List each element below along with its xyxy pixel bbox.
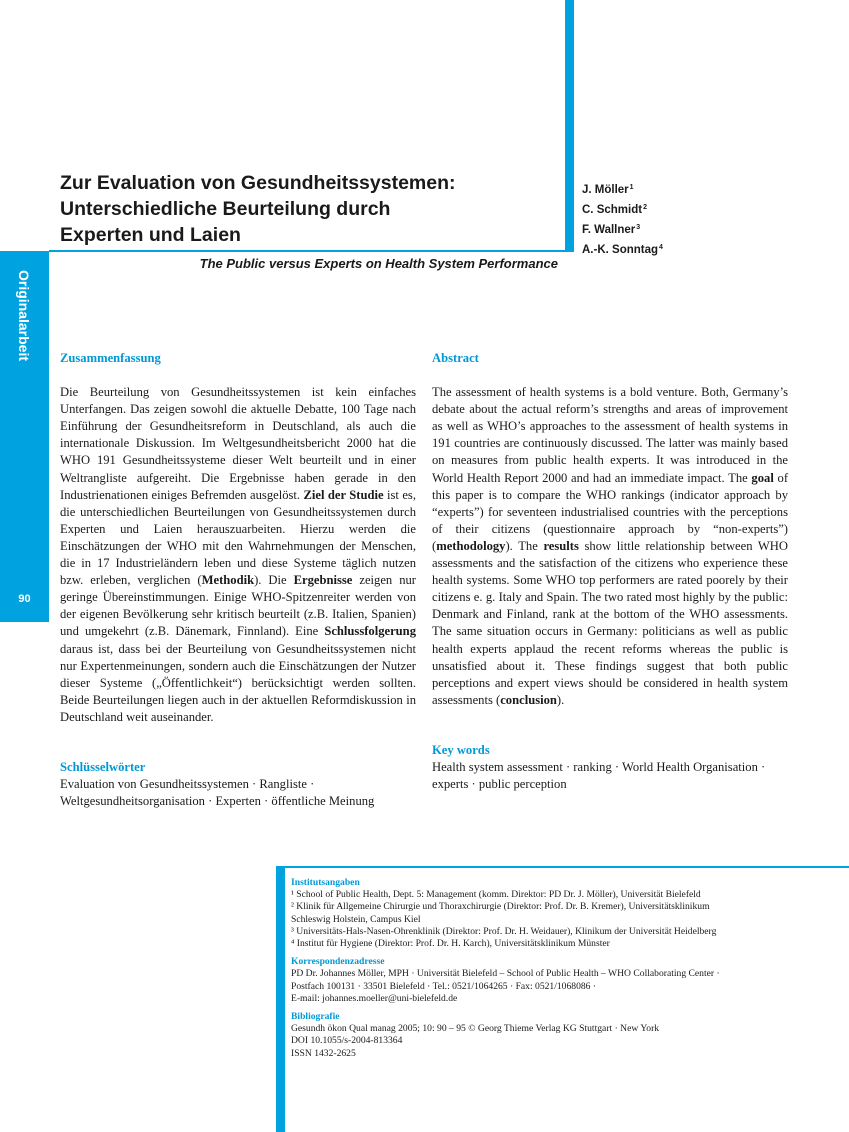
summary-text-run: zeigen nur geringe Übereinstimmungen. Einige WHO-Spitzenreiter werden von der eigenen Bevölkerung sehr kritisch beurteilt (z.B. Italien, Spanien) und umgekehrt (z.B. Dänemark, Finnland). Eine: [60, 573, 416, 639]
author-name: A.-K. Sonntag: [582, 244, 659, 256]
header-accent-bar: [565, 0, 574, 251]
english-subtitle: The Public versus Experts on Health System Performance: [199, 256, 558, 271]
author: [582, 179, 842, 199]
author: [582, 219, 842, 239]
title-line: Zur Evaluation von Gesundheitssystemen:: [60, 172, 456, 194]
author-affiliation-mark: 2: [643, 204, 647, 211]
abstract-keyterm: conclusion: [500, 692, 557, 707]
author-list: [582, 179, 842, 259]
page-number: 90: [18, 593, 31, 605]
summary-text-run: ist es, die unterschiedlichen Beurteilungen von Gesundheitssystemen durch Experten und Laien herauszuarbeiten. Hierzu werden die Einschätzungen der WHO mit den Wahrnehmungen der Menschen, die in 17 Industrieländern leben und diese Systeme täglich nutzen bzw. erleben, verglichen (: [60, 487, 416, 588]
doi-line: DOI 10.1055/s-2004-813364: [291, 1035, 403, 1047]
keywords-heading: Key words: [432, 743, 490, 757]
issn-line: ISSN 1432-2625: [291, 1047, 356, 1059]
bibliography-block: [291, 1011, 841, 1060]
summary-text-run: daraus ist, dass bei der Beurteilung von Gesundheitssystemen nicht nur Expertenmeinungen, sondern auch die Einschätzungen der Nutzer dieser Systeme („Öffentlichkeit“) berücksichtigt werden sollten. Beide Beurteilungen liegen auch in der aktuellen Reformdiskussion in Deutschland weit auseinander.: [60, 641, 416, 724]
summary-text: [60, 384, 416, 726]
institution-line: ¹ School of Public Health, Dept. 5: Management (komm. Direktor: PD Dr. J. Möller), Universität Bielefeld: [291, 889, 701, 901]
summary-keyterm: Ziel der Studie: [303, 487, 384, 502]
author-name: F. Wallner: [582, 224, 636, 236]
title-line: Experten und Laien: [60, 224, 241, 246]
keywords-text: Health system assessment · ranking · World Health Organisation · experts · public perception: [432, 760, 766, 792]
english-abstract-column: [432, 350, 788, 709]
info-box-accent-bar: [276, 868, 285, 1132]
summary-text-run: ). Die: [254, 573, 294, 588]
german-summary-column: [60, 350, 416, 726]
english-keywords: [432, 742, 788, 793]
author-name: C. Schmidt: [582, 204, 643, 216]
info-box-content: [291, 877, 841, 1066]
summary-heading: Zusammenfassung: [60, 351, 161, 365]
abstract-text-run: The assessment of health systems is a bold venture. Both, Germany’s debate about the actual reform’s strengths and areas of improvement as well as WHO’s approaches to the assessment of health systems in 191 countries are continuously discussed. The latter was mainly based on measures from public health experts. It was introduced in the World Health Report 2000 and had an immediate impact. The: [432, 385, 788, 485]
article-title: [60, 170, 550, 248]
institution-line: Schleswig Holstein, Campus Kiel: [291, 913, 421, 925]
abstract-text-run: show little relationship between WHO assessments and the satisfaction of the citizens who experience these health systems. Some WHO top performers are rated poorely by their citizens e. g. Italy and Spain. The two rated most highly by the public: Denmark and Finland, rank at the bottom of the WHO assessments. The same situation occurs in Germany: politicians as well as public health experts applaud the recent reforms whereas the public is unsatisfied about it. These findings suggest that both public perceptions and expert views should be considered in health system assessments (: [432, 538, 788, 707]
bibliography-heading: Bibliografie: [291, 1011, 340, 1023]
author-affiliation-mark: 3: [636, 224, 641, 231]
institution-line: ⁴ Institut für Hygiene (Direktor: Prof. Dr. H. Karch), Universitätsklinikum Münster: [291, 938, 610, 950]
bibliography-line: Gesundh ökon Qual manag 2005; 10: 90 – 95 © Georg Thieme Verlag KG Stuttgart · New York: [291, 1023, 660, 1035]
correspondence-heading: Korrespondenzadresse: [291, 956, 385, 968]
keywords-heading: Schlüsselwörter: [60, 760, 146, 774]
article-type-label: Originalarbeit: [16, 270, 32, 362]
institution-line: ² Klinik für Allgemeine Chirurgie und Thoraxchirurgie (Direktor: Prof. Dr. B. Kremer), Universitätsklinikum: [291, 901, 710, 913]
summary-text-run: Die Beurteilung von Gesundheitssystemen ist kein einfaches Unterfangen. Das zeigen sowohl die aktuelle Debatte, 100 Tage nach Einführung der Gesundheitsreform in Deutschland, als auch die internationale Diskussion. Im Weltgesundheitsbericht 2000 hat die WHO 191 Gesundheitssysteme dieser Welt beurteilt und in einer Weltrangliste aufgereiht. Die Ergebnisse haben gerade in den Industrienationen einiges Befremden ausgelöst.: [60, 385, 416, 502]
title-underline: [49, 250, 574, 252]
summary-keyterm: Methodik: [201, 573, 255, 588]
correspondence-email[interactable]: E-mail: johannes.moeller@uni-bielefeld.de: [291, 992, 458, 1004]
correspondence-block: [291, 956, 841, 1005]
abstract-text-run: ). The: [505, 538, 544, 553]
abstract-keyterm: results: [543, 538, 579, 553]
abstract-keyterm: goal: [751, 470, 774, 485]
abstract-text: [432, 384, 788, 709]
correspondence-line: PD Dr. Johannes Möller, MPH · Universität Bielefeld – School of Public Health – WHO Collaborating Center ·: [291, 968, 720, 980]
german-keywords: [60, 759, 416, 810]
author-affiliation-mark: 1: [629, 184, 634, 191]
correspondence-line: Postfach 100131 · 33501 Bielefeld · Tel.: 0521/1064265 · Fax: 0521/1068086 ·: [291, 980, 597, 992]
article-info-box: [276, 866, 849, 1132]
institutions-block: [291, 877, 841, 950]
author-affiliation-mark: 4: [659, 244, 663, 251]
institutions-heading: Institutsangaben: [291, 877, 360, 888]
author: [582, 239, 842, 259]
institution-line: ³ Universitäts-Hals-Nasen-Ohrenklinik (Direktor: Prof. Dr. H. Weidauer), Klinikum der Universität Heidelberg: [291, 925, 717, 937]
abstract-heading: Abstract: [432, 351, 479, 365]
summary-keyterm: Schlussfolgerung: [324, 624, 416, 639]
abstract-keyterm: methodology: [436, 538, 506, 553]
keywords-text: Evaluation von Gesundheitssystemen · Rangliste · Weltgesundheitsorganisation · Experten · öffentliche Meinung: [60, 777, 375, 809]
author: [582, 199, 842, 219]
title-line: Unterschiedliche Beurteilung durch: [60, 198, 391, 220]
abstract-text-run: of this paper is to compare the WHO rankings (indicator approach by “experts”) for seventeen industrialised countries with the perceptions of their citizens (questionnaire approach by “non-experts”) (: [432, 470, 789, 553]
summary-keyterm: Ergebnisse: [293, 573, 353, 588]
author-name: J. Möller: [582, 184, 629, 196]
abstract-text-run: ).: [556, 692, 565, 707]
